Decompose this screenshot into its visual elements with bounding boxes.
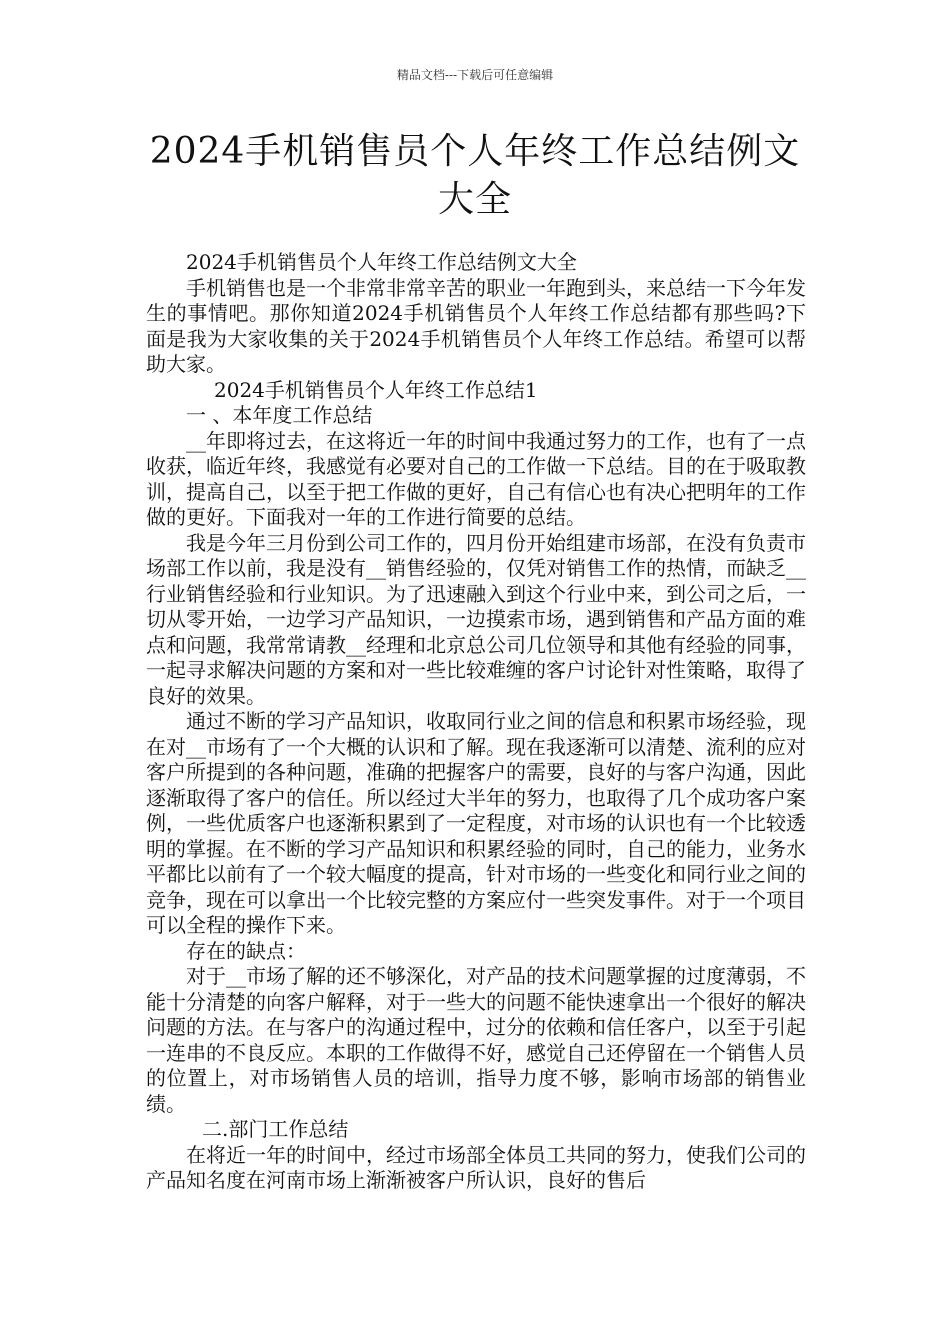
- paragraph: 在将近一年的时间中，经过市场部全体员工共同的努力，使我们公司的产品知名度在河南市场上渐渐被客户所认识，良好的售后: [146, 1142, 806, 1192]
- section-heading-1: 一 、本年度工作总结: [186, 403, 373, 427]
- intro-heading: 2024手机销售员个人年终工作总结例文大全: [186, 250, 577, 274]
- shortcomings-heading: 存在的缺点：: [186, 938, 306, 963]
- intro-paragraph: 手机销售也是一个非常非常辛苦的职业一年跑到头，来总结一下今年发生的事情吧。那你知道2024手机销售员个人年终工作总结都有那些吗?下面是我为大家收集的关于2024手机销售员个人年终工作总结。希望可以帮助大家。: [146, 275, 806, 376]
- paragraph: 我是今年三月份到公司工作的，四月份开始组建市场部，在没有负责市场部工作以前，我是没有__销售经验的，仅凭对销售工作的热情，而缺乏__行业销售经验和行业知识。为了迅速融入到这个行业中来，到公司之后，一切从零开始，一边学习产品知识，一边摸索市场，遇到销售和产品方面的难点和问题，我常常请教__经理和北京总公司几位领导和其他有经验的同事，一起寻求解决问题的方案和对一些比较难缠的客户讨论针对性策略，取得了良好的效果。: [146, 530, 806, 708]
- page-title: 2024手机销售员个人年终工作总结例文大全: [149, 131, 801, 220]
- section-heading-2: 二.部门工作总结: [202, 1117, 349, 1141]
- document-body: [146, 250, 806, 1194]
- paragraph: __年即将过去，在这将近一年的时间中我通过努力的工作，也有了一点收获，临近年终，我感觉有必要对自己的工作做一下总结。目的在于吸取教训，提高自己，以至于把工作做的更好，自己有信心也有决心把明年的工作做的更好。下面我对一年的工作进行简要的总结。: [146, 428, 806, 529]
- paragraph: 对于__市场了解的还不够深化，对产品的技术问题掌握的过度薄弱，不能十分清楚的向客户解释，对于一些大的问题不能快速拿出一个很好的解决问题的方法。在与客户的沟通过程中，过分的依赖和信任客户，以至于引起一连串的不良反应。本职的工作做得不好，感觉自己还停留在一个销售人员的位置上，对市场销售人员的培训，指导力度不够，影响市场部的销售业绩。: [146, 964, 806, 1116]
- header-note: 精品文档---下载后可任意编辑: [396, 68, 554, 82]
- paragraph: 通过不断的学习产品知识，收取同行业之间的信息和积累市场经验，现在对__市场有了一个大概的认识和了解。现在我逐渐可以清楚、流利的应对客户所提到的各种问题，准确的把握客户的需要，良好的与客户沟通，因此逐渐取得了客户的信任。所以经过大半年的努力，也取得了几个成功客户案例，一些优质客户也逐渐积累到了一定程度，对市场的认识也有一个比较透明的掌握。在不断的学习产品知识和积累经验的同时，自己的能力，业务水平都比以前有了一个较大幅度的提高，针对市场的一些变化和同行业之间的竞争，现在可以拿出一个比较完整的方案应付一些突发事件。对于一个项目可以全程的操作下来。: [146, 709, 806, 937]
- article-heading: 2024手机销售员个人年终工作总结1: [214, 377, 538, 402]
